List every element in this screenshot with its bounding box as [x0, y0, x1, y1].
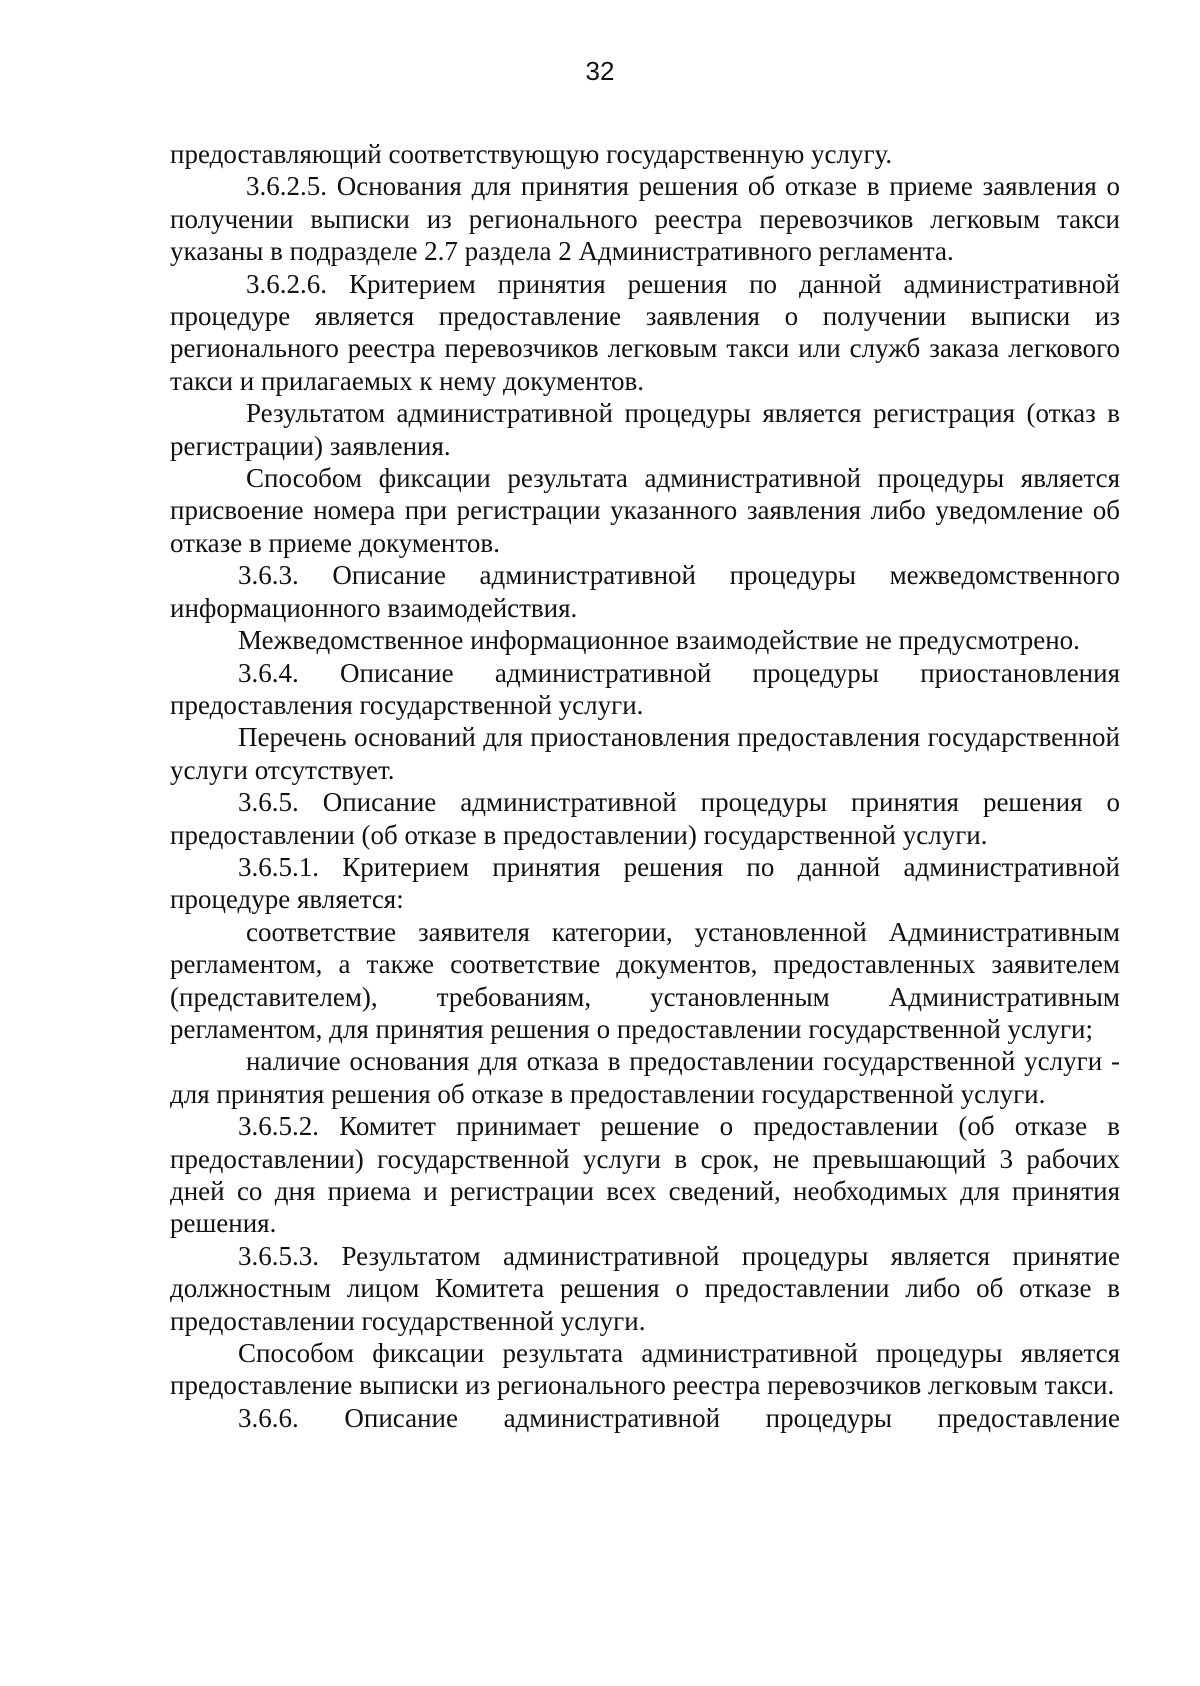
- paragraph-3-6-5-2: 3.6.5.2. Комитет принимает решение о предоставлении (об отказе в предоставлении) государственной услуги в срок, не превышающий 3 рабочих дней со дня приема и регистрации всех сведений, необходимых для принятия решения.: [170, 1111, 1120, 1239]
- paragraph-criterion-compliance: соответствие заявителя категории, установленной Административным регламентом, а также соответствие документов, предоставленных заявителем (представителем), требованиям, установленным Административным регламентом, для принятия решения о предоставлении государственной услуги;: [170, 916, 1120, 1044]
- paragraph-3-6-2-5: 3.6.2.5. Основания для принятия решения об отказе в приеме заявления о получении выписки из регионального реестра перевозчиков легковым такси указаны в подразделе 2.7 раздела 2 Административного регламента.: [170, 171, 1120, 267]
- paragraph-result-registration: Результатом административной процедуры является регистрация (отказ в регистрации) заявления.: [170, 398, 1120, 461]
- paragraph-fixation-method: Способом фиксации результата административной процедуры является присвоение номера при регистрации указанного заявления либо уведомление об отказе в приеме документов.: [170, 463, 1120, 558]
- document-body: [170, 138, 1120, 1434]
- paragraph-3-6-3: 3.6.3. Описание административной процедуры межведомственного информационного взаимодействия.: [170, 560, 1120, 623]
- paragraph-suspension-grounds: Перечень оснований для приостановления предоставления государственной услуги отсутствует.: [170, 722, 1120, 785]
- paragraph-fixation-extract: Способом фиксации результата административной процедуры является предоставление выписки из регионального реестра перевозчиков легковым такси.: [170, 1338, 1120, 1401]
- paragraph-3-6-2-6: 3.6.2.6. Критерием принятия решения по данной административной процедуре является предоставление заявления о получении выписки из регионального реестра перевозчиков легковым такси или служб заказа легкового такси и прилагаемых к нему документов.: [170, 268, 1120, 396]
- paragraph-3-6-4: 3.6.4. Описание административной процедуры приостановления предоставления государственной услуги.: [170, 657, 1120, 720]
- paragraph-continuation: предоставляющий соответствующую государственную услугу.: [170, 139, 893, 169]
- paragraph-criterion-refusal: наличие основания для отказа в предоставлении государственной услуги - для принятия решения об отказе в предоставлении государственной услуги.: [170, 1046, 1120, 1109]
- paragraph-3-6-6: 3.6.6. Описание административной процедуры предоставление: [238, 1402, 1120, 1433]
- paragraph-3-6-5-3: 3.6.5.3. Результатом административной процедуры является принятие должностным лицом Комитета решения о предоставлении либо об отказе в предоставлении государственной услуги.: [170, 1240, 1120, 1336]
- paragraph-3-6-5-1: 3.6.5.1. Критерием принятия решения по данной административной процедуре является:: [170, 851, 1120, 915]
- paragraph-interaction-not-provided: Межведомственное информационное взаимодействие не предусмотрено.: [238, 625, 1080, 656]
- paragraph-3-6-5: 3.6.5. Описание административной процедуры принятия решения о предоставлении (об отказе в предоставлении) государственной услуги.: [170, 787, 1120, 850]
- page-number: 32: [585, 56, 615, 86]
